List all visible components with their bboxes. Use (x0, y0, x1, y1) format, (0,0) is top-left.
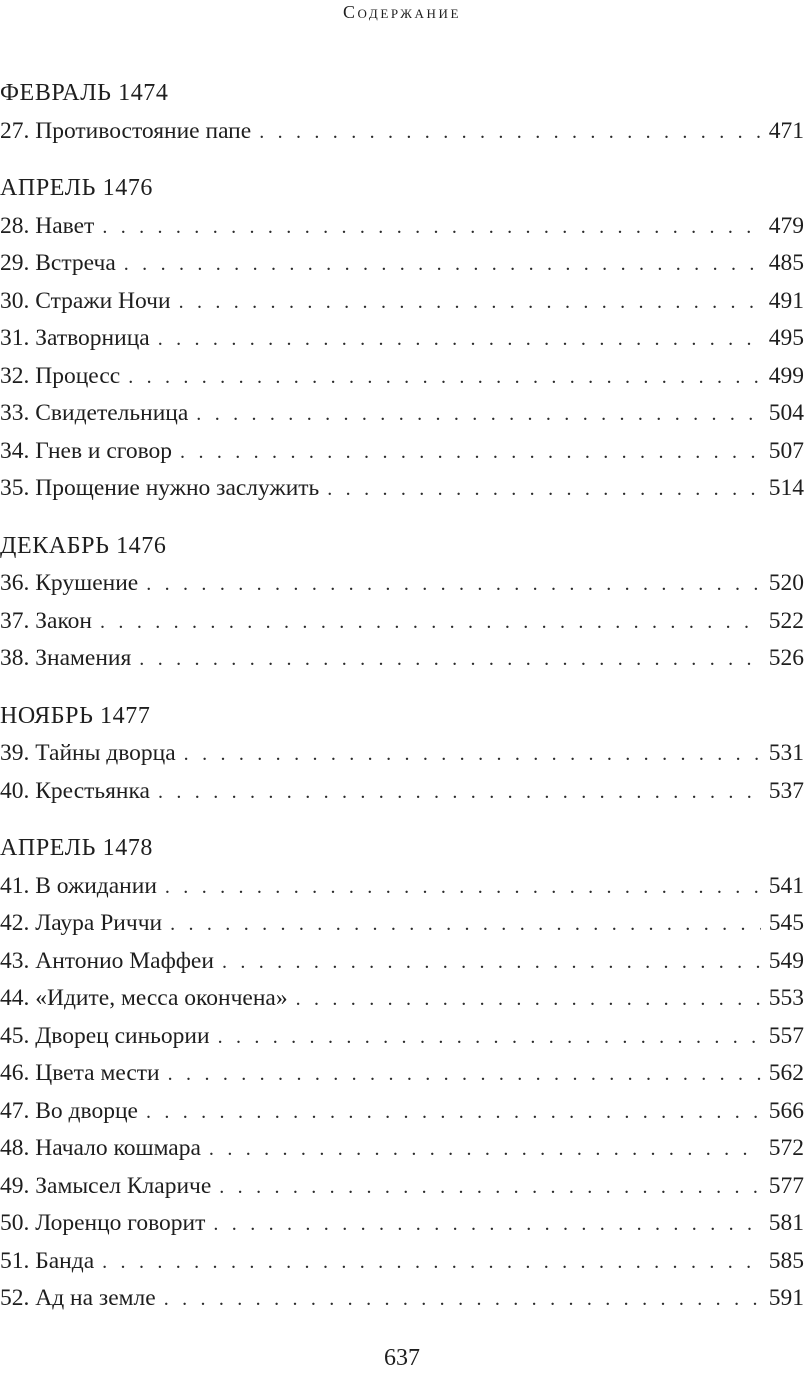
entry-page-number: 520 (768, 570, 804, 596)
dot-leader (184, 736, 761, 774)
toc-entry (0, 1093, 804, 1131)
toc-entry (0, 603, 804, 641)
dot-leader (102, 1244, 761, 1282)
toc-section (0, 830, 804, 1318)
dot-leader (124, 246, 761, 284)
page-number: 637 (384, 1345, 420, 1371)
toc-entry (0, 1018, 804, 1056)
entry-page-number: 591 (768, 1285, 804, 1311)
dot-leader (100, 604, 761, 642)
toc-entry (0, 208, 804, 246)
entry-page-number: 479 (768, 212, 804, 239)
toc-entry (0, 320, 804, 358)
dot-leader (170, 906, 761, 944)
dot-leader (218, 1019, 761, 1057)
entry-page-number: 585 (768, 1247, 804, 1274)
toc-section (0, 698, 804, 811)
toc-entry (0, 283, 804, 321)
dot-leader (165, 869, 761, 907)
entry-page-number: 566 (768, 1097, 804, 1124)
entry-page-number: 577 (768, 1172, 804, 1199)
dot-leader (196, 396, 760, 434)
entry-page-number: 549 (768, 947, 804, 974)
dot-leader (179, 284, 761, 322)
entry-title: 38. Знамения (0, 645, 132, 671)
dot-leader (146, 1094, 761, 1132)
table-of-contents (0, 75, 804, 1338)
entry-title: 29. Встреча (0, 250, 116, 276)
entry-title: 47. Во дворце (0, 1097, 138, 1124)
entry-page-number: 471 (768, 117, 804, 144)
entry-page-number: 485 (768, 250, 804, 276)
entry-title: 46. Цвета мести (0, 1060, 160, 1086)
dot-leader (168, 1056, 761, 1094)
toc-entry (0, 735, 804, 773)
dot-leader (139, 641, 760, 679)
entry-title: 40. Крестьянка (0, 777, 150, 804)
dot-leader (222, 944, 761, 982)
entry-page-number: 553 (768, 985, 804, 1011)
entry-title: 51. Банда (0, 1247, 95, 1274)
entry-page-number: 495 (768, 325, 804, 351)
entry-page-number: 572 (768, 1135, 804, 1161)
toc-entry (0, 565, 804, 603)
toc-entry (0, 773, 804, 811)
entry-page-number: 491 (768, 287, 804, 314)
toc-entry (0, 1280, 804, 1318)
dot-leader (219, 1169, 760, 1207)
toc-entry (0, 980, 804, 1018)
section-heading: АПРЕЛЬ 1478 (0, 835, 154, 861)
entry-page-number: 537 (768, 777, 804, 804)
entry-page-number: 514 (768, 475, 804, 501)
toc-section (0, 170, 804, 508)
entry-title: 37. Закон (0, 607, 93, 634)
dot-leader (158, 774, 761, 812)
entry-page-number: 545 (768, 910, 804, 936)
dot-leader (128, 359, 761, 397)
toc-entry (0, 358, 804, 396)
dot-leader (180, 434, 761, 472)
toc-entry (0, 640, 804, 678)
dot-leader (213, 1206, 760, 1244)
toc-entry (0, 1168, 804, 1206)
entry-page-number: 531 (768, 740, 804, 766)
entry-title: 43. Антонио Маффеи (0, 947, 214, 974)
dot-leader (296, 981, 761, 1019)
dot-leader (209, 1131, 761, 1169)
entry-page-number: 581 (768, 1210, 804, 1236)
entry-title: 31. Затворница (0, 325, 150, 351)
entry-page-number: 557 (768, 1022, 804, 1049)
entry-title: 30. Стражи Ночи (0, 287, 171, 314)
toc-section (0, 75, 804, 150)
section-heading: АПРЕЛЬ 1476 (0, 175, 154, 201)
entry-title: 33. Свидетельница (0, 400, 189, 426)
entry-title: 42. Лаура Риччи (0, 910, 163, 936)
toc-entry (0, 1055, 804, 1093)
entry-page-number: 526 (768, 645, 804, 671)
toc-entry (0, 433, 804, 471)
entry-page-number: 541 (768, 872, 804, 899)
dot-leader (327, 471, 760, 509)
dot-leader (164, 1281, 761, 1319)
entry-title: 49. Замысел Клариче (0, 1172, 212, 1199)
entry-title: 36. Крушение (0, 570, 139, 596)
dot-leader (158, 321, 761, 359)
toc-entry (0, 395, 804, 433)
section-heading: ФЕВРАЛЬ 1474 (0, 80, 169, 106)
toc-section (0, 528, 804, 678)
toc-entry (0, 1130, 804, 1168)
entry-title: 48. Начало кошмара (0, 1135, 201, 1161)
toc-entry (0, 245, 804, 283)
dot-leader (102, 209, 760, 247)
toc-entry (0, 943, 804, 981)
toc-entry (0, 868, 804, 906)
entry-title: 34. Гнев и сговор (0, 437, 173, 464)
entry-title: 39. Тайны дворца (0, 740, 176, 766)
entry-title: 32. Процесс (0, 362, 121, 389)
entry-title: 44. «Идите, месса окончена» (0, 985, 288, 1011)
entry-page-number: 504 (768, 400, 804, 426)
entry-title: 50. Лоренцо говорит (0, 1210, 206, 1236)
toc-entry (0, 905, 804, 943)
entry-title: 41. В ожидании (0, 872, 157, 899)
toc-entry (0, 1243, 804, 1281)
section-heading: ДЕКАБРЬ 1476 (0, 532, 167, 559)
entry-page-number: 562 (768, 1060, 804, 1086)
toc-entry (0, 113, 804, 151)
entry-page-number: 507 (768, 437, 804, 464)
dot-leader (146, 566, 761, 604)
entry-title: 27. Противостояние папе (0, 117, 252, 144)
entry-page-number: 499 (768, 362, 804, 389)
entry-title: 45. Дворец синьории (0, 1022, 210, 1049)
entry-page-number: 522 (768, 607, 804, 634)
toc-entry (0, 1205, 804, 1243)
entry-title: 35. Прощение нужно заслужить (0, 475, 320, 501)
toc-entry (0, 470, 804, 508)
entry-title: 52. Ад на земле (0, 1285, 156, 1311)
entry-title: 28. Навет (0, 212, 95, 239)
running-head: Содержание (342, 2, 462, 22)
section-heading: НОЯБРЬ 1477 (0, 702, 151, 729)
dot-leader (259, 114, 761, 152)
